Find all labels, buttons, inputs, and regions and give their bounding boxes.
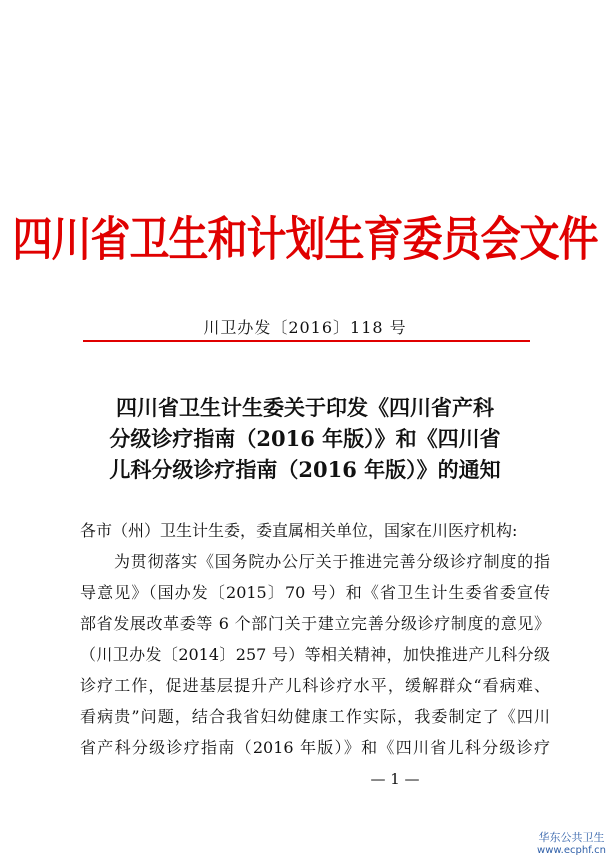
site-watermark [537, 831, 606, 857]
watermark-name: 华东公共卫生 [538, 831, 605, 844]
body-line: 省产科分级诊疗指南（2016 年版）》和《四川省儿科分级诊疗 [80, 738, 550, 757]
notice-title-line: 四川省卫生计生委关于印发《四川省产科 [116, 395, 494, 420]
notice-title [60, 392, 550, 485]
body-line: 导意见》（国办发〔2015〕70 号）和《省卫生计生委省委宣传 [80, 583, 550, 602]
page-number: — 1 — [370, 770, 420, 788]
notice-title-line: 分级诊疗指南（2016 年版）》和《四川省 [109, 426, 501, 451]
body-line: 部省发展改革委等 6 个部门关于建立完善分级诊疗制度的意见》 [80, 614, 550, 633]
body-line: 为贯彻落实《国务院办公厅关于推进完善分级诊疗制度的指 [114, 552, 550, 571]
body-line: （川卫办发〔2014〕257 号）等相关精神，加快推进产儿科分级 [80, 645, 550, 664]
watermark-url: www.ecphf.cn [537, 845, 606, 856]
salutation: 各市（州）卫生计生委，委直属相关单位，国家在川医疗机构: [80, 521, 518, 540]
notice-body [80, 515, 550, 763]
red-divider-line [83, 340, 530, 342]
notice-title-line: 儿科分级诊疗指南（2016 年版）》的通知 [109, 457, 501, 482]
document-number: 川卫办发〔2016〕118 号 [203, 318, 407, 337]
masthead-title: 四川省卫生和计划生育委员会文件 [12, 212, 598, 268]
body-line: 看病贵”问题，结合我省妇幼健康工作实际，我委制定了《四川 [80, 707, 550, 726]
body-line: 诊疗工作，促进基层提升产儿科诊疗水平，缓解群众“看病难、 [80, 676, 550, 695]
